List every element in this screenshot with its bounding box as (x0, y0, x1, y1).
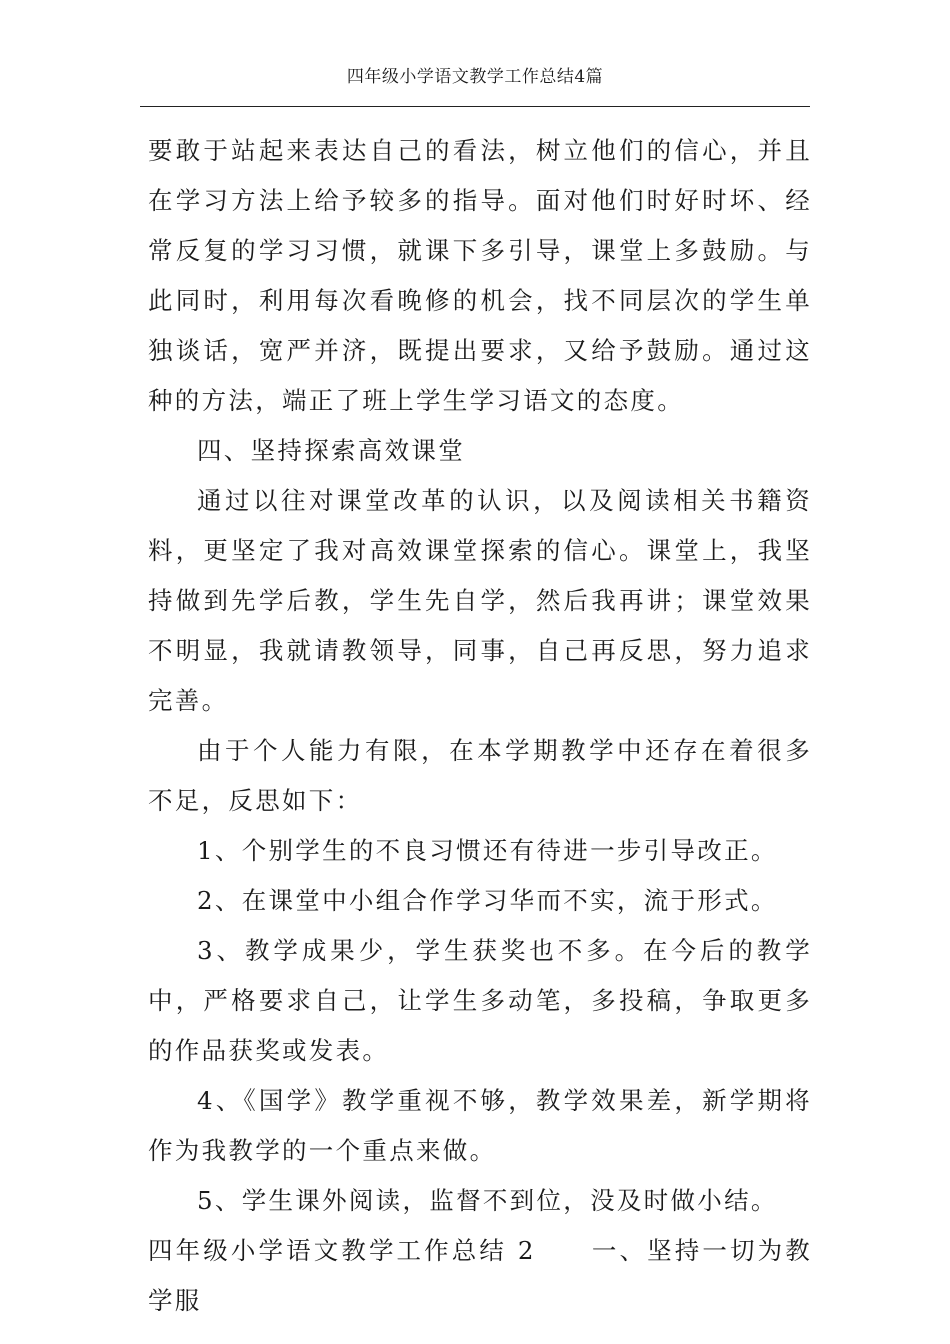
list-item: 3、教学成果少，学生获奖也不多。在今后的教学中，严格要求自己，让学生多动笔，多投稿，争取更多的作品获奖或发表。 (148, 936, 812, 1065)
next-section-start: 四年级小学语文教学工作总结 2 一、坚持一切为教学服 (148, 1236, 812, 1315)
list-item: 4、《国学》教学重视不够，教学效果差，新学期将作为我教学的一个重点来做。 (148, 1086, 812, 1165)
page-header-title: 四年级小学语文教学工作总结4篇 (346, 67, 604, 87)
list-item: 1、个别学生的不良习惯还有待进一步引导改正。 (197, 836, 778, 865)
header-divider (140, 106, 810, 107)
document-body (148, 126, 812, 1326)
list-item: 5、学生课外阅读，监督不到位，没及时做小结。 (197, 1186, 778, 1215)
paragraph: 通过以往对课堂改革的认识，以及阅读相关书籍资料，更坚定了我对高效课堂探索的信心。课堂上，我坚持做到先学后教，学生先自学，然后我再讲；课堂效果不明显，我就请教领导，同事，自己再反思，努力追求完善。 (148, 486, 812, 715)
list-item: 2、在课堂中小组合作学习华而不实，流于形式。 (197, 886, 778, 915)
section-heading: 四、坚持探索高效课堂 (197, 436, 465, 465)
paragraph: 由于个人能力有限，在本学期教学中还存在着很多不足，反思如下： (148, 736, 812, 815)
paragraph-continuation: 要敢于站起来表达自己的看法，树立他们的信心，并且在学习方法上给予较多的指导。面对他们时好时坏、经常反复的学习习惯，就课下多引导，课堂上多鼓励。与此同时，利用每次看晚修的机会，找不同层次的学生单独谈话，宽严并济，既提出要求，又给予鼓励。通过这种的方法，端正了班上学生学习语文的态度。 (148, 136, 812, 415)
